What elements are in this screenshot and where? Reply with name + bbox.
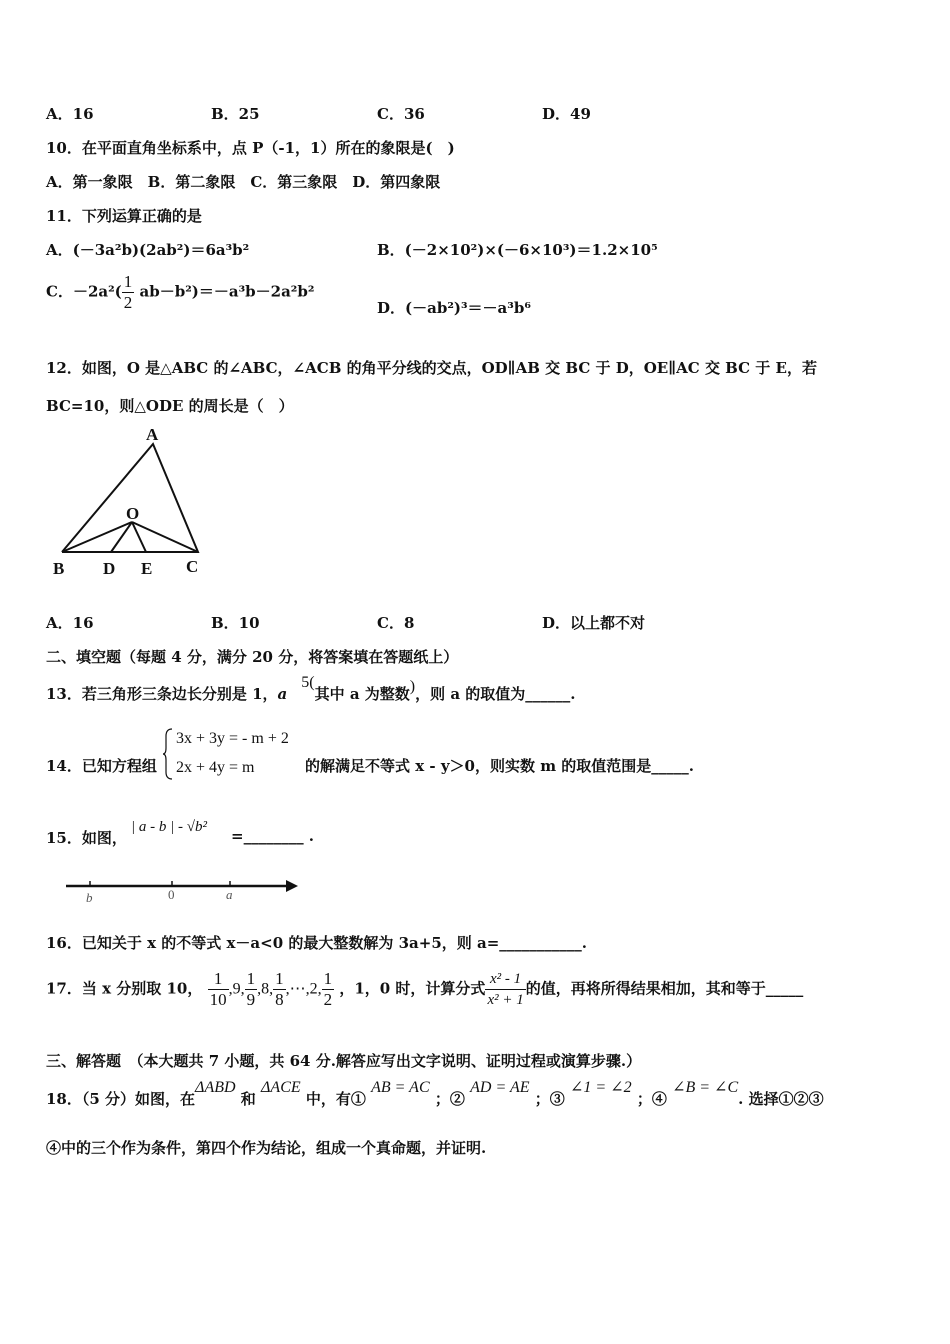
q13 <box>46 674 576 704</box>
q18-and: 和 <box>240 1090 256 1108</box>
q10-options: A．第一象限 B．第二象限 C．第三象限 D．第四象限 <box>46 173 441 191</box>
q14-equation-2: 2x + 4y = m <box>176 759 255 776</box>
q17-sequence-part-3: ,⋯,2, <box>285 980 322 998</box>
label-d: D <box>103 559 116 578</box>
q11-c-prefix: C．－2a²( <box>46 282 122 301</box>
q12-option-d: D．以上都不对 <box>542 614 646 632</box>
q13-suffix: ，则 a 的取值为______. <box>415 685 576 703</box>
q17-prefix: 17．当 x 分别取 10， <box>46 979 203 998</box>
arrow-right-icon <box>286 880 298 892</box>
q12-option-c: C．8 <box>377 614 415 632</box>
q11-option-a: A．(－3a²b)(2ab²)＝6a³b² <box>46 241 250 259</box>
left-brace <box>162 728 174 780</box>
q18-condition-4: ∠B = ∠C <box>672 1079 739 1096</box>
q13-prefix: 13．若三角形三条边长分别是 1， <box>46 685 278 703</box>
q18-condition-2: AD = AE <box>470 1079 530 1096</box>
fraction-one-tenth: $\frac{1}{10}$ <box>209 969 227 1009</box>
q12-stem-line1: 12．如图，O 是△ABC 的∠ABC，∠ACB 的角平分线的交点，OD∥AB 交 BC 于 D，OE∥AC 交 BC 于 E，若 <box>46 359 817 377</box>
q18-triangle-abd: ΔABD <box>195 1079 236 1096</box>
triangle-abc <box>62 444 198 552</box>
q11-c-suffix: ab－b²)＝－a³b－2a²b² <box>139 282 315 301</box>
label-o: O <box>126 504 140 523</box>
q18-condition-3: ∠1 = ∠2 <box>569 1079 632 1096</box>
fraction-denominator: 2 <box>123 293 133 312</box>
q13-var-a: a <box>277 685 288 703</box>
q17-sequence-part-2: ,8, <box>257 980 274 998</box>
tick-label-zero: 0 <box>168 887 175 902</box>
label-b: B <box>53 559 65 578</box>
q11-option-c <box>46 272 314 313</box>
q9-option-d: D．49 <box>542 105 591 123</box>
q18-line1-end: . 选择①②③ <box>738 1090 824 1108</box>
fraction-one-ninth: $\frac{1}{9}$ <box>246 969 256 1009</box>
tick-label-b: b <box>86 890 93 905</box>
q11-option-d: D．(－ab²)³＝－a³b⁶ <box>377 299 531 317</box>
q12-stem-line2: BC=10，则△ODE 的周长是（ ） <box>46 397 294 415</box>
number-line <box>60 872 310 906</box>
q15-prefix: 15．如图， <box>46 829 127 847</box>
q17 <box>46 969 803 1010</box>
label-a: A <box>146 425 159 444</box>
q14-prefix: 14．已知方程组 <box>46 757 157 775</box>
fraction-one-eighth: $\frac{1}{8}$ <box>275 969 284 1009</box>
q9-option-c: C．36 <box>377 105 425 123</box>
q18-condition-1-label: 中，有① <box>305 1090 366 1108</box>
q18-condition-4-label: ；④ <box>636 1090 667 1108</box>
label-e: E <box>141 559 153 578</box>
q15-expression: | a - b | - √b² <box>131 819 207 835</box>
q18-condition-3-label: ；③ <box>534 1090 565 1108</box>
q12-option-b: B．10 <box>211 614 260 632</box>
q15-suffix: =________ . <box>231 827 315 845</box>
q11-stem: 11．下列运算正确的是 <box>46 207 202 225</box>
q18-prefix: 18．（5 分）如图，在 <box>46 1090 196 1108</box>
q18-line1 <box>46 1079 824 1109</box>
tick-label-a: a <box>226 887 233 902</box>
q14-suffix: 的解满足不等式 x - y＞0，则实数 m 的取值范围是_____. <box>305 757 695 775</box>
fraction-one-half: $\frac{1}{2}$ <box>323 969 333 1009</box>
q13-middle: 其中 a 为整数 <box>314 685 410 703</box>
rational-denominator: x² + 1 <box>487 992 524 1008</box>
q9-option-a: A．16 <box>46 105 94 123</box>
q10-stem: 10．在平面直角坐标系中，点 P（-1，1）所在的象限是( ) <box>46 139 455 157</box>
label-c: C <box>186 557 199 576</box>
q11-option-b: B．(－2×10²)×(－6×10³)＝1.2×10⁵ <box>377 241 658 259</box>
q13-five: 5( <box>301 674 315 691</box>
triangle-figure <box>46 422 276 582</box>
q18-line2: ④中的三个作为条件，第四个作为结论，组成一个真命题，并证明. <box>46 1139 487 1157</box>
rational-numerator: x² - 1 <box>485 969 525 990</box>
q17-middle: ，1，0 时，计算分式 <box>339 979 486 998</box>
section-2-heading: 二、填空题（每题 4 分，满分 20 分，将答案填在答题纸上） <box>46 648 459 666</box>
q17-suffix: 的值，再将所得结果相加，其和等于_____ <box>525 979 804 998</box>
q17-sequence-part-1: ,9, <box>228 980 245 998</box>
fraction-numerator: 1 <box>123 272 133 291</box>
section-3-heading: 三、解答题 （本大题共 7 小题，共 64 分.解答应写出文字说明、证明过程或演算步骤.） <box>46 1052 642 1070</box>
q18-triangle-ace: ΔACE <box>261 1079 301 1096</box>
q12-option-a: A．16 <box>46 614 94 632</box>
q13-paren: ) <box>409 678 416 695</box>
q16: 16．已知关于 x 的不等式 x－a<0 的最大整数解为 3a+5，则 a=___________. <box>46 934 587 952</box>
rational-expression <box>485 969 525 1010</box>
q18-condition-2-label: ；② <box>434 1090 465 1108</box>
q18-condition-1: AB = AC <box>371 1079 430 1096</box>
half-fraction <box>122 272 135 313</box>
q9-option-b: B．25 <box>211 105 260 123</box>
q14-equation-1: 3x + 3y = - m + 2 <box>176 730 289 747</box>
